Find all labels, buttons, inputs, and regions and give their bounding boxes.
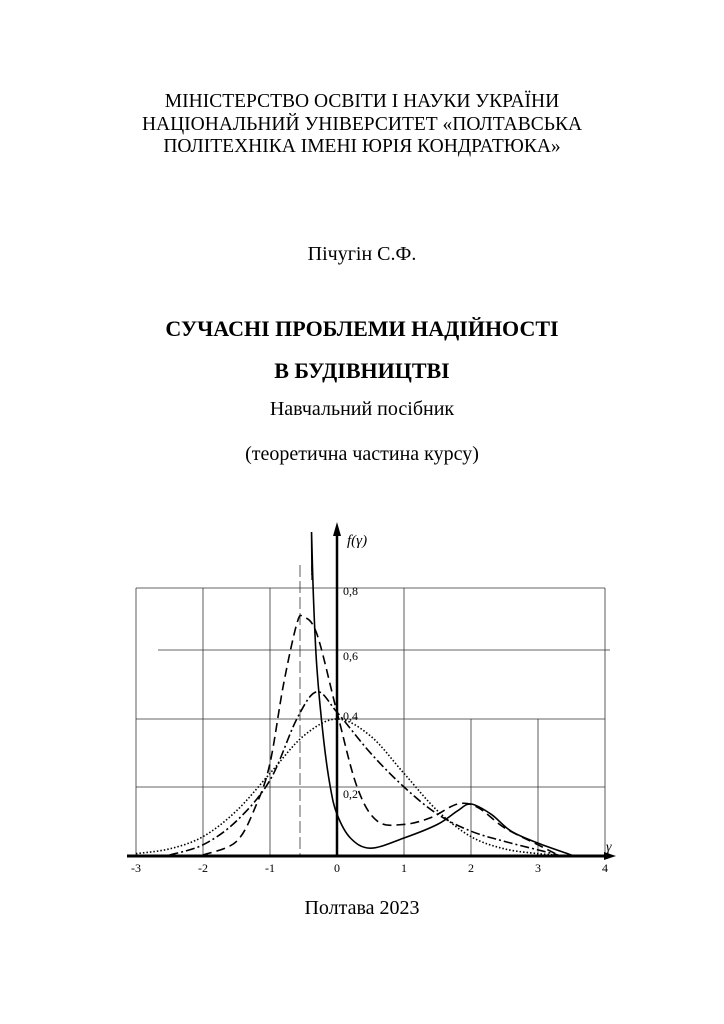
ministry-line: МІНІСТЕРСТВО ОСВІТИ І НАУКИ УКРАЇНИ [164, 91, 560, 112]
x-tick-label: 4 [602, 861, 608, 875]
x-tick-label: -2 [198, 861, 208, 875]
x-tick-label: 1 [401, 861, 407, 875]
y-tick-label: 0,6 [343, 649, 358, 663]
x-tick-label: -1 [265, 861, 275, 875]
author: Пічугін С.Ф. [307, 243, 417, 265]
y-tick-label: 0,2 [343, 787, 358, 801]
curve-dashed [203, 615, 558, 855]
subtitle-line-1: Навчальний посібник [269, 398, 455, 420]
university-line-1: НАЦІОНАЛЬНИЙ УНІВЕРСИТЕТ «ПОЛТАВСЬКА [141, 114, 583, 135]
y-tick-label: 0,4 [343, 709, 358, 723]
x-tick-label: -3 [131, 861, 141, 875]
subtitle-line-2: (теоретична частина курсу) [245, 443, 479, 465]
x-tick-label: 3 [535, 861, 541, 875]
x-tick-label: 0 [334, 861, 340, 875]
curve-solid [312, 532, 572, 855]
title-line-1: СУЧАСНІ ПРОБЛЕМИ НАДІЙНОСТІ [165, 316, 559, 341]
y-axis-arrow-icon [333, 522, 341, 536]
y-axis-label: f(γ) [347, 533, 368, 549]
curve-dash-dot [170, 692, 559, 855]
university-line-2: ПОЛІТЕХНІКА ІМЕНІ ЮРІЯ КОНДРАТЮКА» [163, 136, 561, 157]
x-axis-label: γ [606, 840, 612, 855]
y-tick-label: 0,8 [343, 584, 358, 598]
title-line-2: В БУДІВНИЦТВІ [274, 358, 450, 383]
x-tick-label: 2 [468, 861, 474, 875]
city-year: Полтава 2023 [304, 897, 420, 919]
